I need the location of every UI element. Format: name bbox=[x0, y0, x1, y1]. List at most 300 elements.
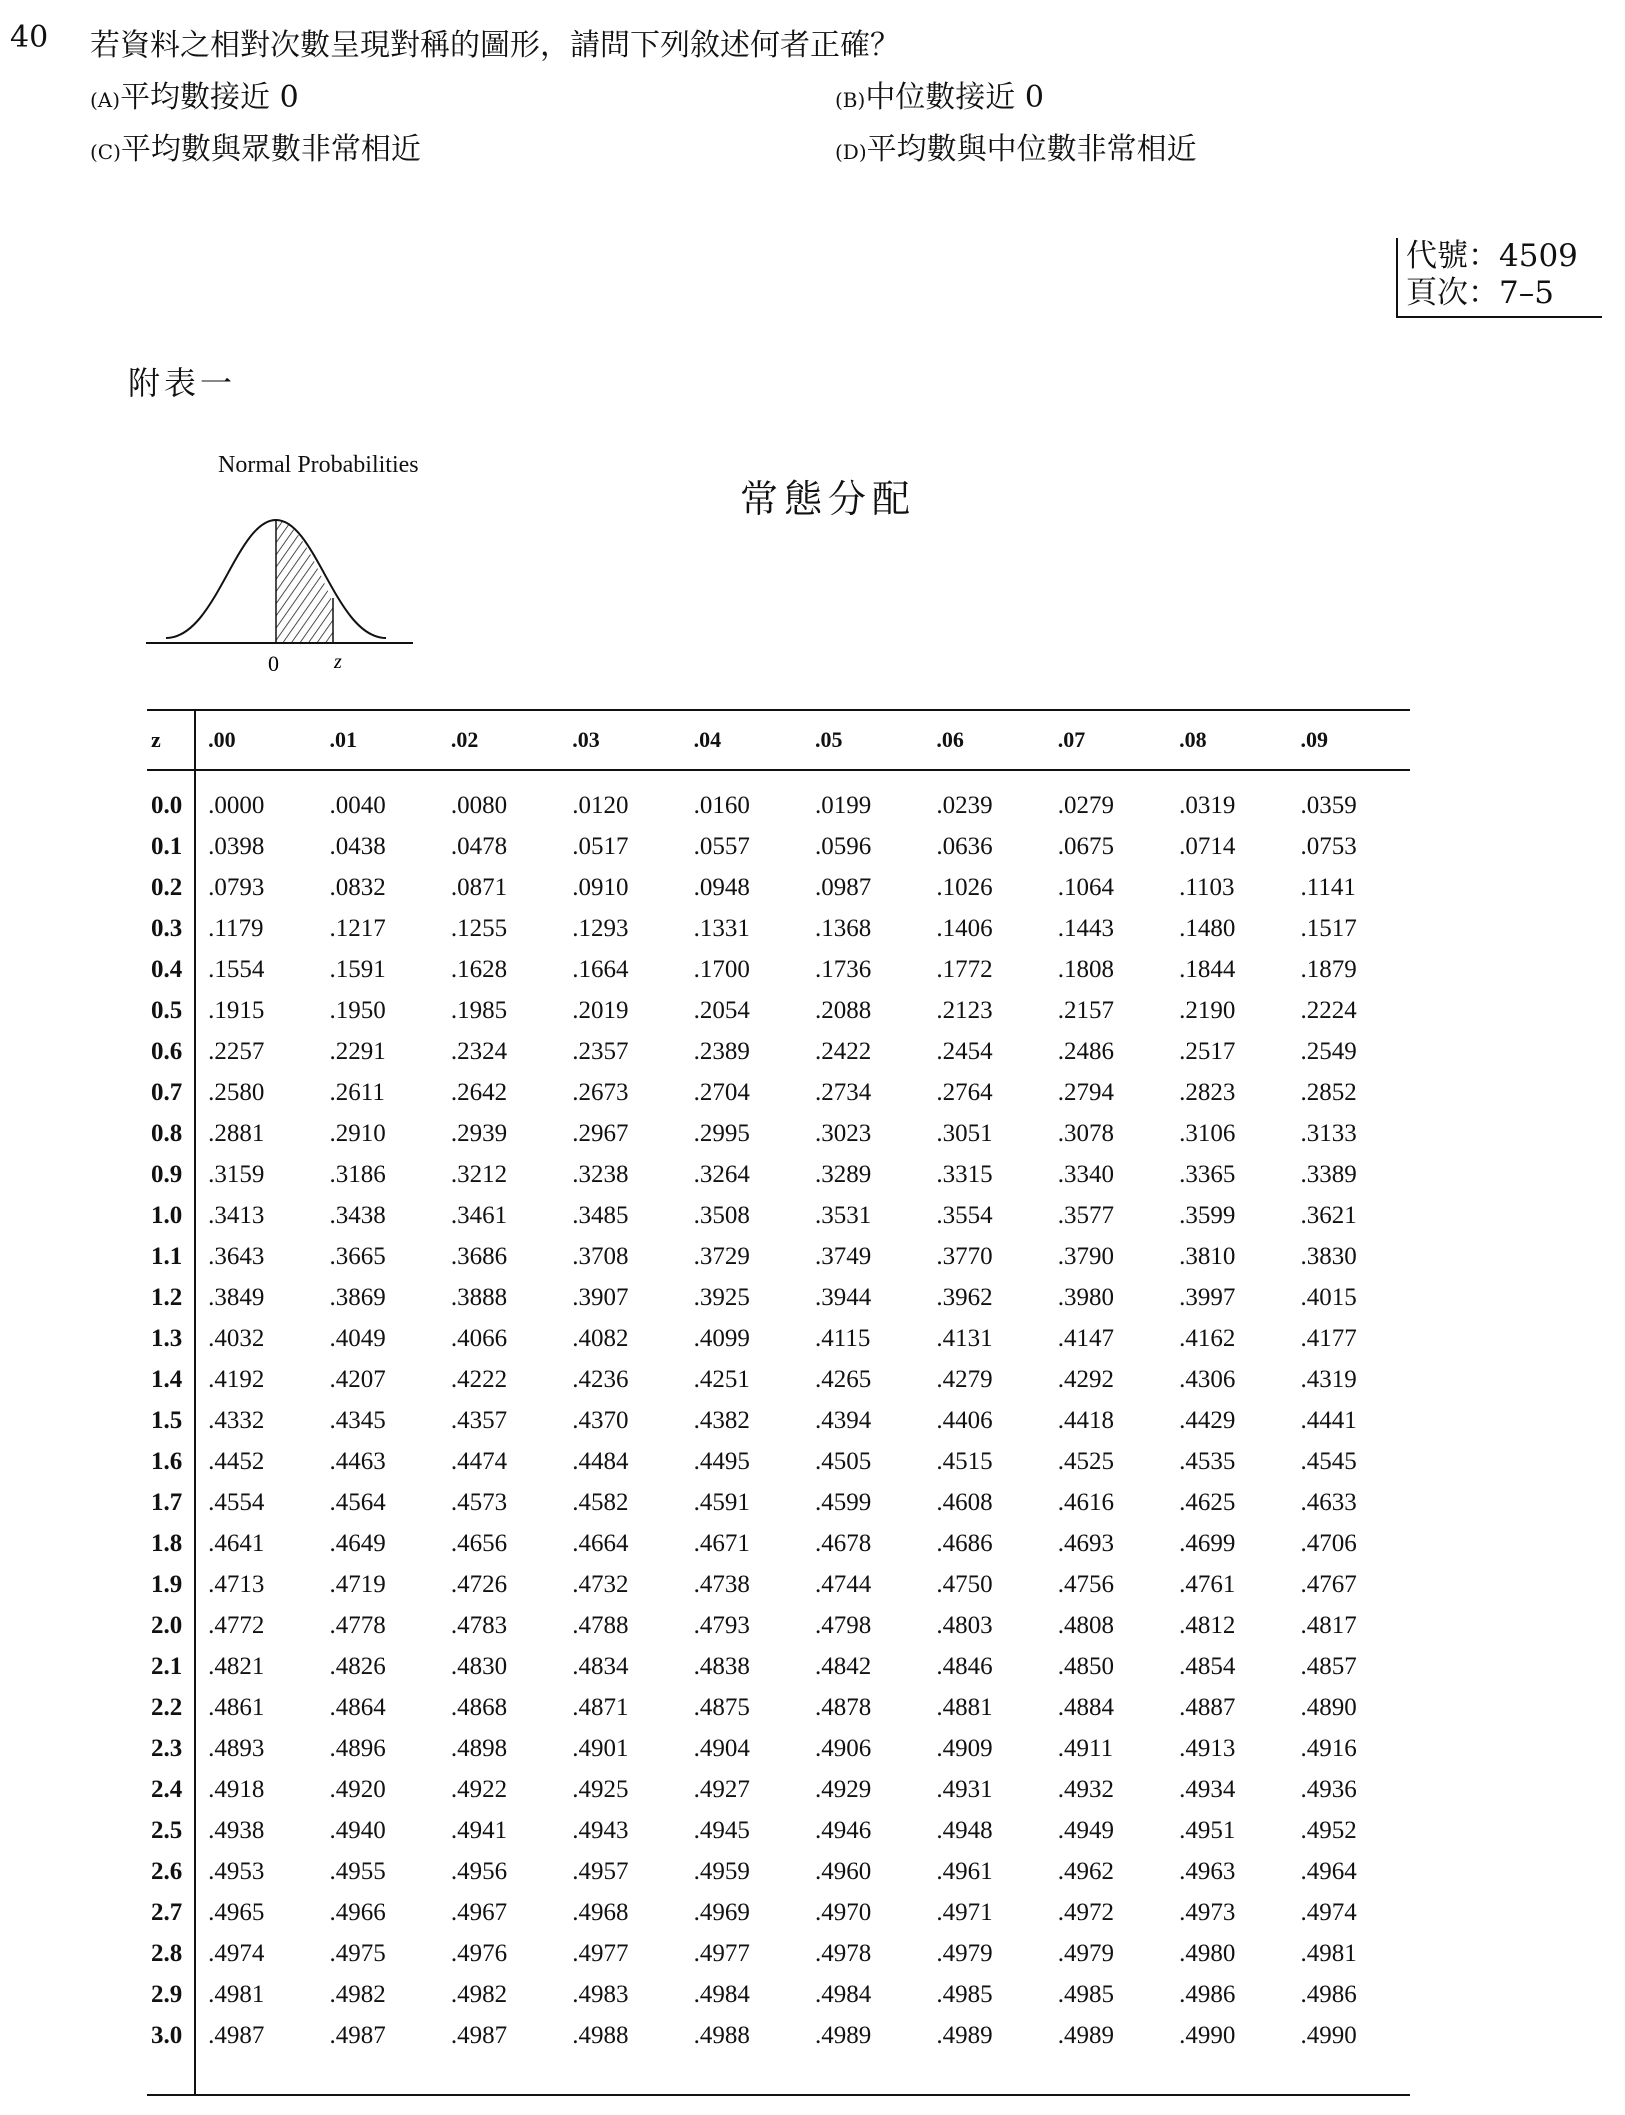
z-value-cell: 1.0 bbox=[147, 1195, 195, 1236]
probability-cell: .4890 bbox=[1300, 1693, 1357, 1721]
probability-cell: .4979 bbox=[936, 1939, 993, 1967]
probability-cell: .1443 bbox=[1057, 914, 1115, 942]
probability-cell: .4732 bbox=[572, 1570, 629, 1598]
probability-cell: .4968 bbox=[572, 1898, 629, 1926]
probability-cell: .4495 bbox=[693, 1447, 750, 1475]
z-value-cell: 2.6 bbox=[147, 1851, 195, 1892]
table-row bbox=[147, 1113, 1410, 1154]
table-row bbox=[147, 1564, 1410, 1605]
table-row bbox=[147, 1072, 1410, 1113]
probability-cell: .4961 bbox=[936, 1857, 993, 1885]
probability-cell: .2881 bbox=[208, 1119, 265, 1147]
probability-cell: .3078 bbox=[1057, 1119, 1115, 1147]
probability-cell: .4990 bbox=[1289, 2015, 1410, 2095]
table-row bbox=[147, 867, 1410, 908]
probability-cell: .4978 bbox=[815, 1939, 872, 1967]
normal-curve-figure bbox=[146, 508, 426, 693]
probability-cell: .4857 bbox=[1300, 1652, 1357, 1680]
probability-cell: .2257 bbox=[208, 1037, 265, 1065]
probability-cell: .4808 bbox=[1057, 1611, 1115, 1639]
z-value-cell: 2.7 bbox=[147, 1892, 195, 1933]
probability-cell: .2580 bbox=[208, 1078, 265, 1106]
probability-cell: .4977 bbox=[572, 1939, 629, 1967]
probability-cell: .2794 bbox=[1057, 1078, 1115, 1106]
probability-cell: .4842 bbox=[815, 1652, 872, 1680]
probability-cell: .4292 bbox=[1057, 1365, 1115, 1393]
probability-cell: .0910 bbox=[572, 873, 629, 901]
table-row bbox=[147, 1236, 1410, 1277]
probability-cell: .2673 bbox=[572, 1078, 629, 1106]
probability-cell: .1664 bbox=[572, 955, 629, 983]
probability-cell: .4418 bbox=[1057, 1406, 1115, 1434]
probability-cell: .1879 bbox=[1300, 955, 1357, 983]
option-a bbox=[90, 72, 299, 116]
probability-cell: .1293 bbox=[572, 914, 629, 942]
probability-cell: .2764 bbox=[936, 1078, 993, 1106]
probability-cell: .4941 bbox=[450, 1816, 508, 1844]
probability-cell: .3907 bbox=[572, 1283, 629, 1311]
z-value-cell: 0.1 bbox=[147, 826, 195, 867]
probability-cell: .4719 bbox=[329, 1570, 386, 1598]
probability-cell: .4963 bbox=[1179, 1857, 1236, 1885]
probability-cell: .0871 bbox=[450, 873, 508, 901]
z-value-cell: 0.5 bbox=[147, 990, 195, 1031]
probability-cell: .3315 bbox=[936, 1160, 993, 1188]
probability-cell: .4864 bbox=[329, 1693, 386, 1721]
probability-cell: .3289 bbox=[815, 1160, 872, 1188]
probability-cell: .2486 bbox=[1057, 1037, 1115, 1065]
probability-cell: .4750 bbox=[936, 1570, 993, 1598]
probability-cell: .4049 bbox=[329, 1324, 386, 1352]
option-mark: (A) bbox=[90, 88, 121, 112]
question-number: 40 bbox=[10, 20, 49, 55]
option-b bbox=[835, 72, 1044, 116]
probability-cell: .0000 bbox=[208, 791, 265, 819]
probability-cell: .4973 bbox=[1179, 1898, 1236, 1926]
probability-cell: .4989 bbox=[1046, 2015, 1167, 2095]
probability-cell: .4554 bbox=[208, 1488, 265, 1516]
table-row bbox=[147, 1195, 1410, 1236]
probability-cell: .2019 bbox=[572, 996, 629, 1024]
probability-cell: .4977 bbox=[693, 1939, 750, 1967]
probability-cell: .4943 bbox=[572, 1816, 629, 1844]
probability-cell: .4082 bbox=[572, 1324, 629, 1352]
probability-cell: .4756 bbox=[1057, 1570, 1115, 1598]
option-mark: (D) bbox=[835, 140, 867, 164]
probability-cell: .2224 bbox=[1300, 996, 1357, 1024]
probability-cell: .3106 bbox=[1179, 1119, 1236, 1147]
probability-cell: .3051 bbox=[936, 1119, 993, 1147]
probability-cell: .0948 bbox=[693, 873, 750, 901]
table-row bbox=[147, 990, 1410, 1031]
probability-cell: .4927 bbox=[693, 1775, 750, 1803]
z-value-cell: 1.2 bbox=[147, 1277, 195, 1318]
probability-cell: .3749 bbox=[815, 1242, 872, 1270]
probability-cell: .1915 bbox=[208, 996, 265, 1024]
option-text: 平均數與中位數非常相近 bbox=[866, 132, 1197, 167]
probability-cell: .4957 bbox=[572, 1857, 629, 1885]
probability-cell: .3888 bbox=[450, 1283, 508, 1311]
probability-cell: .4884 bbox=[1057, 1693, 1115, 1721]
probability-cell: .3389 bbox=[1300, 1160, 1357, 1188]
z-value-cell: 1.9 bbox=[147, 1564, 195, 1605]
probability-cell: .4881 bbox=[936, 1693, 993, 1721]
probability-cell: .4826 bbox=[329, 1652, 386, 1680]
probability-cell: .0832 bbox=[329, 873, 386, 901]
probability-cell: .4945 bbox=[693, 1816, 750, 1844]
probability-cell: .2324 bbox=[450, 1037, 508, 1065]
probability-cell: .0438 bbox=[329, 832, 386, 860]
z-value-cell: 0.4 bbox=[147, 949, 195, 990]
probability-cell: .4505 bbox=[815, 1447, 872, 1475]
probability-cell: .3643 bbox=[208, 1242, 265, 1270]
probability-cell: .4192 bbox=[208, 1365, 265, 1393]
probability-cell: .4664 bbox=[572, 1529, 629, 1557]
probability-cell: .4279 bbox=[936, 1365, 993, 1393]
probability-cell: .4251 bbox=[693, 1365, 750, 1393]
probability-cell: .3925 bbox=[693, 1283, 750, 1311]
probability-cell: .4783 bbox=[450, 1611, 508, 1639]
table-header-row bbox=[147, 710, 1410, 770]
z-value-cell: 1.6 bbox=[147, 1441, 195, 1482]
probability-cell: .4798 bbox=[815, 1611, 872, 1639]
probability-cell: .4875 bbox=[693, 1693, 750, 1721]
probability-cell: .4878 bbox=[815, 1693, 872, 1721]
probability-cell: .4656 bbox=[450, 1529, 508, 1557]
probability-cell: .4812 bbox=[1179, 1611, 1236, 1639]
probability-cell: .3461 bbox=[450, 1201, 508, 1229]
probability-cell: .1064 bbox=[1057, 873, 1115, 901]
probability-cell: .4767 bbox=[1300, 1570, 1357, 1598]
probability-cell: .4990 bbox=[1167, 2015, 1288, 2095]
probability-cell: .3186 bbox=[329, 1160, 386, 1188]
z-value-cell: 2.3 bbox=[147, 1728, 195, 1769]
probability-cell: .4916 bbox=[1300, 1734, 1357, 1762]
probability-cell: .3340 bbox=[1057, 1160, 1115, 1188]
probability-cell: .4738 bbox=[693, 1570, 750, 1598]
probability-cell: .4573 bbox=[450, 1488, 508, 1516]
probability-cell: .3997 bbox=[1179, 1283, 1236, 1311]
table-row bbox=[147, 1933, 1410, 1974]
probability-cell: .0987 bbox=[815, 873, 872, 901]
probability-cell: .3577 bbox=[1057, 1201, 1115, 1229]
probability-cell: .4911 bbox=[1057, 1734, 1114, 1762]
probability-cell: .0557 bbox=[693, 832, 750, 860]
z-value-cell: 0.3 bbox=[147, 908, 195, 949]
probability-cell: .4988 bbox=[682, 2015, 803, 2095]
exam-code: 代號：4509 bbox=[1406, 238, 1578, 274]
table-row bbox=[147, 1318, 1410, 1359]
table-row bbox=[147, 1277, 1410, 1318]
probability-cell: .3485 bbox=[572, 1201, 629, 1229]
probability-cell: .4564 bbox=[329, 1488, 386, 1516]
probability-cell: .1026 bbox=[936, 873, 993, 901]
probability-cell: .3665 bbox=[329, 1242, 386, 1270]
table-row bbox=[147, 1031, 1410, 1072]
probability-cell: .4949 bbox=[1057, 1816, 1115, 1844]
probability-cell: .4582 bbox=[572, 1488, 629, 1516]
zero-label: 0 bbox=[268, 651, 279, 676]
probability-cell: .4484 bbox=[572, 1447, 629, 1475]
probability-cell: .3944 bbox=[815, 1283, 872, 1311]
probability-cell: .1808 bbox=[1057, 955, 1115, 983]
probability-cell: .4177 bbox=[1300, 1324, 1357, 1352]
option-mark: (B) bbox=[835, 88, 866, 112]
probability-cell: .4981 bbox=[208, 1980, 265, 2008]
probability-cell: .4901 bbox=[572, 1734, 629, 1762]
z-value-cell: 3.0 bbox=[147, 2015, 195, 2095]
probability-cell: .4951 bbox=[1179, 1816, 1236, 1844]
probability-cell: .3438 bbox=[329, 1201, 386, 1229]
question-text: 若資料之相對次數呈現對稱的圖形，請問下列敘述何者正確？ bbox=[90, 28, 900, 63]
probability-cell: .1736 bbox=[815, 955, 872, 983]
probability-cell: .0359 bbox=[1300, 791, 1357, 819]
probability-cell: .2611 bbox=[329, 1078, 385, 1106]
column-header: .06 bbox=[924, 710, 1045, 770]
probability-cell: .4032 bbox=[208, 1324, 265, 1352]
probability-cell: .4821 bbox=[208, 1652, 265, 1680]
option-text: 平均數與眾數非常相近 bbox=[120, 132, 421, 167]
column-header: .02 bbox=[439, 710, 560, 770]
probability-cell: .1217 bbox=[329, 914, 386, 942]
probability-cell: .4967 bbox=[450, 1898, 508, 1926]
probability-cell: .2157 bbox=[1057, 996, 1115, 1024]
probability-cell: .1554 bbox=[208, 955, 265, 983]
probability-cell: .3133 bbox=[1300, 1119, 1357, 1147]
table-row bbox=[147, 770, 1410, 826]
probability-cell: .4985 bbox=[1057, 1980, 1115, 2008]
probability-cell: .4932 bbox=[1057, 1775, 1115, 1803]
probability-cell: .4987 bbox=[195, 2015, 317, 2095]
appendix-label: 附表一 bbox=[128, 364, 237, 402]
z-value-cell: 2.8 bbox=[147, 1933, 195, 1974]
column-header: .08 bbox=[1167, 710, 1288, 770]
probability-cell: .1628 bbox=[450, 955, 508, 983]
probability-cell: .4319 bbox=[1300, 1365, 1357, 1393]
probability-cell: .4370 bbox=[572, 1406, 629, 1434]
option-d bbox=[835, 124, 1197, 168]
probability-cell: .4686 bbox=[936, 1529, 993, 1557]
probability-cell: .1517 bbox=[1300, 914, 1357, 942]
probability-cell: .3508 bbox=[693, 1201, 750, 1229]
probability-cell: .4960 bbox=[815, 1857, 872, 1885]
probability-cell: .2454 bbox=[936, 1037, 993, 1065]
probability-cell: .3023 bbox=[815, 1119, 872, 1147]
probability-cell: .4974 bbox=[208, 1939, 265, 1967]
probability-cell: .4599 bbox=[815, 1488, 872, 1516]
column-header: .04 bbox=[682, 710, 803, 770]
probability-cell: .2852 bbox=[1300, 1078, 1357, 1106]
probability-cell: .1368 bbox=[815, 914, 872, 942]
probability-cell: .4678 bbox=[815, 1529, 872, 1557]
probability-cell: .3790 bbox=[1057, 1242, 1115, 1270]
probability-cell: .4706 bbox=[1300, 1529, 1357, 1557]
probability-cell: .1700 bbox=[693, 955, 750, 983]
probability-cell: .4838 bbox=[693, 1652, 750, 1680]
probability-cell: .4265 bbox=[815, 1365, 872, 1393]
probability-cell: .0080 bbox=[450, 791, 508, 819]
probability-cell: .2642 bbox=[450, 1078, 508, 1106]
probability-cell: .4955 bbox=[329, 1857, 386, 1885]
probability-cell: .4887 bbox=[1179, 1693, 1236, 1721]
probability-cell: .4608 bbox=[936, 1488, 993, 1516]
probability-cell: .4633 bbox=[1300, 1488, 1357, 1516]
probability-cell: .4966 bbox=[329, 1898, 386, 1926]
probability-cell: .3599 bbox=[1179, 1201, 1236, 1229]
column-header: .03 bbox=[560, 710, 681, 770]
probability-cell: .4868 bbox=[450, 1693, 508, 1721]
probability-cell: .3980 bbox=[1057, 1283, 1115, 1311]
probability-cell: .2704 bbox=[693, 1078, 750, 1106]
z-value-cell: 1.4 bbox=[147, 1359, 195, 1400]
probability-cell: .4974 bbox=[1300, 1898, 1357, 1926]
z-value-cell: 2.9 bbox=[147, 1974, 195, 2015]
z-value-cell: 0.6 bbox=[147, 1031, 195, 1072]
probability-cell: .0517 bbox=[572, 832, 629, 860]
option-text: 平均數接近 0 bbox=[120, 80, 299, 115]
probability-cell: .4861 bbox=[208, 1693, 265, 1721]
probability-cell: .4066 bbox=[450, 1324, 508, 1352]
probability-cell: .4964 bbox=[1300, 1857, 1357, 1885]
z-value-cell: 1.5 bbox=[147, 1400, 195, 1441]
probability-cell: .0596 bbox=[815, 832, 872, 860]
probability-cell: .2967 bbox=[572, 1119, 629, 1147]
probability-cell: .1480 bbox=[1179, 914, 1236, 942]
probability-cell: .4772 bbox=[208, 1611, 265, 1639]
table-row bbox=[147, 1359, 1410, 1400]
probability-cell: .0478 bbox=[450, 832, 508, 860]
probability-cell: .4306 bbox=[1179, 1365, 1236, 1393]
probability-cell: .4940 bbox=[329, 1816, 386, 1844]
table-row bbox=[147, 826, 1410, 867]
exam-code-box bbox=[1396, 238, 1602, 318]
table-row bbox=[147, 1769, 1410, 1810]
probability-cell: .3554 bbox=[936, 1201, 993, 1229]
column-header: .01 bbox=[318, 710, 439, 770]
probability-cell: .3810 bbox=[1179, 1242, 1236, 1270]
z-value-cell: 1.3 bbox=[147, 1318, 195, 1359]
column-header: .00 bbox=[195, 710, 317, 770]
probability-cell: .3849 bbox=[208, 1283, 265, 1311]
probability-cell: .4925 bbox=[572, 1775, 629, 1803]
probability-cell: .2910 bbox=[329, 1119, 386, 1147]
probability-cell: .3869 bbox=[329, 1283, 386, 1311]
probability-cell: .4726 bbox=[450, 1570, 508, 1598]
option-mark: (C) bbox=[90, 140, 121, 164]
z-label: z bbox=[334, 651, 342, 673]
probability-cell: .0120 bbox=[572, 791, 629, 819]
z-value-cell: 0.9 bbox=[147, 1154, 195, 1195]
probability-cell: .2422 bbox=[815, 1037, 872, 1065]
probability-cell: .0279 bbox=[1057, 791, 1115, 819]
probability-cell: .3621 bbox=[1300, 1201, 1357, 1229]
probability-cell: .4394 bbox=[815, 1406, 872, 1434]
probability-cell: .4545 bbox=[1300, 1447, 1357, 1475]
probability-cell: .4625 bbox=[1179, 1488, 1236, 1516]
probability-cell: .4332 bbox=[208, 1406, 265, 1434]
probability-cell: .2054 bbox=[693, 996, 750, 1024]
probability-cell: .3962 bbox=[936, 1283, 993, 1311]
probability-cell: .4986 bbox=[1300, 1980, 1357, 2008]
probability-cell: .0753 bbox=[1300, 832, 1357, 860]
probability-cell: .4854 bbox=[1179, 1652, 1236, 1680]
probability-cell: .4986 bbox=[1179, 1980, 1236, 2008]
table-row bbox=[147, 1851, 1410, 1892]
probability-cell: .4345 bbox=[329, 1406, 386, 1434]
z-table bbox=[147, 709, 1410, 2096]
probability-cell: .4713 bbox=[208, 1570, 265, 1598]
z-value-cell: 2.4 bbox=[147, 1769, 195, 1810]
probability-cell: .4693 bbox=[1057, 1529, 1115, 1557]
z-column-header: z bbox=[147, 710, 195, 770]
probability-cell: .0239 bbox=[936, 791, 993, 819]
probability-cell: .4896 bbox=[329, 1734, 386, 1762]
probability-cell: .1331 bbox=[693, 914, 750, 942]
probability-cell: .4984 bbox=[693, 1980, 750, 2008]
probability-cell: .4934 bbox=[1179, 1775, 1236, 1803]
probability-cell: .4936 bbox=[1300, 1775, 1357, 1803]
probability-cell: .4909 bbox=[936, 1734, 993, 1762]
probability-cell: .4931 bbox=[936, 1775, 993, 1803]
probability-cell: .3531 bbox=[815, 1201, 872, 1229]
probability-cell: .4989 bbox=[924, 2015, 1045, 2095]
probability-cell: .4959 bbox=[693, 1857, 750, 1885]
probability-cell: .1179 bbox=[208, 914, 264, 942]
probability-cell: .4929 bbox=[815, 1775, 872, 1803]
probability-cell: .1950 bbox=[329, 996, 386, 1024]
probability-cell: .4616 bbox=[1057, 1488, 1115, 1516]
probability-cell: .0793 bbox=[208, 873, 265, 901]
probability-cell: .0714 bbox=[1179, 832, 1236, 860]
table-row bbox=[147, 1154, 1410, 1195]
probability-cell: .4744 bbox=[815, 1570, 872, 1598]
probability-cell: .4871 bbox=[572, 1693, 629, 1721]
figure-label: Normal Probabilities bbox=[218, 452, 419, 478]
probability-cell: .4671 bbox=[693, 1529, 750, 1557]
probability-cell: .4236 bbox=[572, 1365, 629, 1393]
z-value-cell: 1.8 bbox=[147, 1523, 195, 1564]
probability-cell: .2123 bbox=[936, 996, 993, 1024]
probability-cell: .1844 bbox=[1179, 955, 1236, 983]
probability-cell: .0160 bbox=[693, 791, 750, 819]
probability-cell: .1406 bbox=[936, 914, 993, 942]
z-value-cell: 2.2 bbox=[147, 1687, 195, 1728]
z-value-cell: 0.0 bbox=[147, 770, 195, 826]
probability-cell: .0319 bbox=[1179, 791, 1236, 819]
probability-cell: .2088 bbox=[815, 996, 872, 1024]
z-value-cell: 2.1 bbox=[147, 1646, 195, 1687]
probability-cell: .4793 bbox=[693, 1611, 750, 1639]
probability-cell: .4953 bbox=[208, 1857, 265, 1885]
probability-cell: .4131 bbox=[936, 1324, 993, 1352]
probability-cell: .4976 bbox=[450, 1939, 508, 1967]
probability-cell: .4207 bbox=[329, 1365, 386, 1393]
probability-cell: .1103 bbox=[1179, 873, 1235, 901]
probability-cell: .4099 bbox=[693, 1324, 750, 1352]
probability-cell: .4641 bbox=[208, 1529, 265, 1557]
probability-cell: .3830 bbox=[1300, 1242, 1357, 1270]
z-value-cell: 1.1 bbox=[147, 1236, 195, 1277]
probability-cell: .3686 bbox=[450, 1242, 508, 1270]
probability-cell: .4830 bbox=[450, 1652, 508, 1680]
probability-cell: .0636 bbox=[936, 832, 993, 860]
table-row bbox=[147, 1441, 1410, 1482]
probability-cell: .1985 bbox=[450, 996, 508, 1024]
probability-cell: .4913 bbox=[1179, 1734, 1236, 1762]
probability-cell: .4515 bbox=[936, 1447, 993, 1475]
probability-cell: .2549 bbox=[1300, 1037, 1357, 1065]
probability-cell: .4893 bbox=[208, 1734, 265, 1762]
